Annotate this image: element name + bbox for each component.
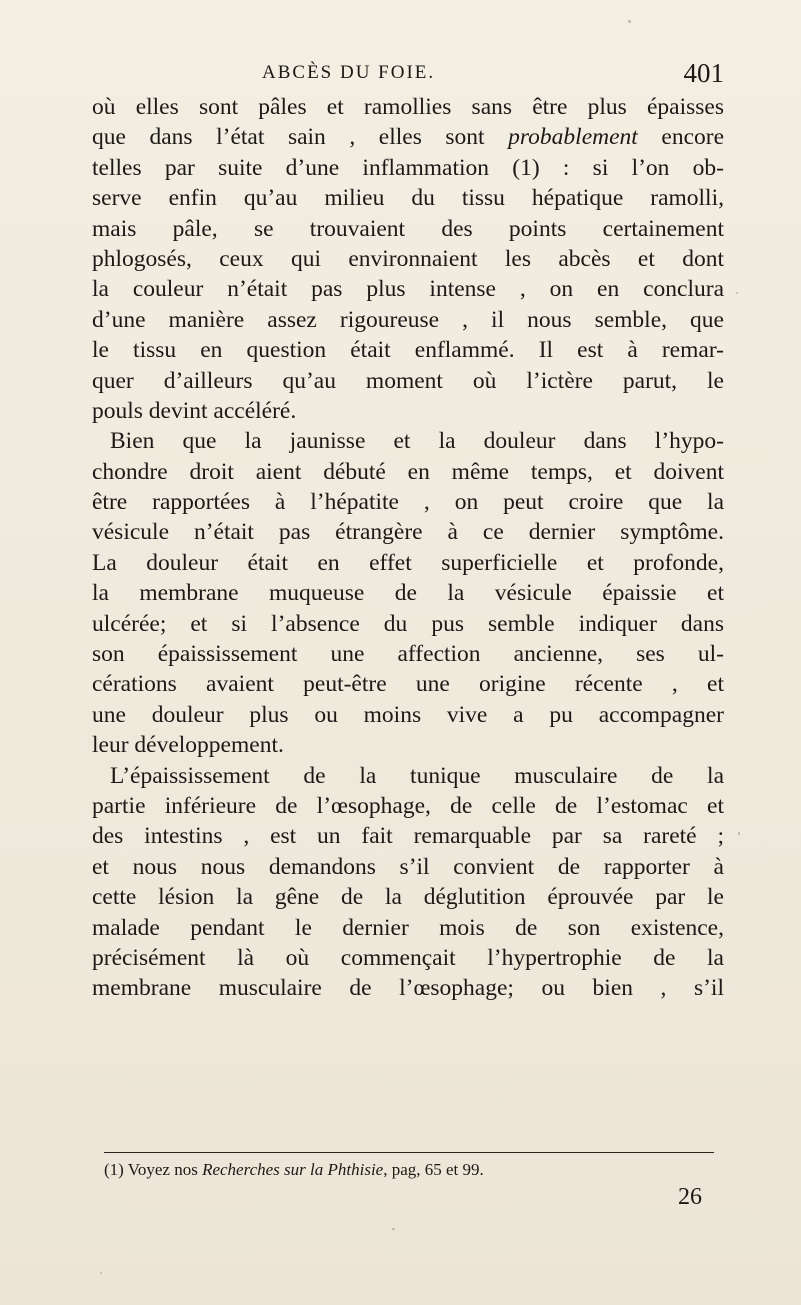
text-fragment: ulcérée; et si l’absence du pus semble indiquer dans (92, 610, 724, 637)
page-header (92, 60, 724, 90)
page-number: 401 (683, 58, 724, 88)
text-fragment: le tissu en question était enflammé. Il est à remar- (92, 337, 724, 364)
text-line (92, 244, 724, 274)
text-line (92, 335, 724, 365)
text-fragment: pouls devint accéléré. (92, 397, 297, 424)
text-fragment: cérations avaient peut-être une origine récente , et (92, 671, 724, 698)
text-fragment: des intestins , est un fait remarquable par sa rareté ; (92, 823, 724, 850)
footnote (104, 1160, 724, 1180)
text-line (92, 517, 724, 547)
footnote-marker: (1) (104, 1160, 124, 1179)
text-fragment: membrane musculaire de l’œsophage; ou bien , s’il (92, 975, 724, 1002)
text-line (92, 882, 724, 912)
text-fragment: serve enfin qu’au milieu du tissu hépatique ramolli, (92, 185, 724, 212)
text-line (92, 639, 724, 669)
text-line (92, 669, 724, 699)
text-fragment: encore (637, 124, 725, 151)
text-fragment: leur développement. (92, 732, 284, 759)
text-line (92, 700, 724, 730)
text-fragment: précisément là où commençait l’hypertrophie de la (92, 944, 724, 971)
text-fragment: vésicule n’était pas étrangère à ce dernier symptôme. (92, 519, 724, 546)
paper-speck (100, 1272, 102, 1274)
footnote-rule (104, 1152, 714, 1153)
text-fragment: malade pendant le dernier mois de son existence, (92, 914, 724, 941)
text-line (92, 609, 724, 639)
text-line (92, 578, 724, 608)
text-fragment: une douleur plus ou moins vive a pu accompagner (92, 701, 724, 728)
text-fragment: la membrane muqueuse de la vésicule épaissie et (92, 580, 724, 607)
text-line (92, 852, 724, 882)
text-fragment: partie inférieure de l’œsophage, de celle de l’estomac et (92, 792, 724, 819)
text-fragment: cette lésion la gêne de la déglutition éprouvée par le (92, 884, 724, 911)
text-fragment: telles par suite d’une inflammation (1) : si l’on ob- (92, 154, 724, 181)
paper-speck (736, 292, 738, 294)
text-line (92, 214, 724, 244)
text-line (92, 305, 724, 335)
text-line (92, 274, 724, 304)
text-fragment: la couleur n’était pas plus intense , on en conclura (92, 276, 724, 303)
text-fragment: son épaississement une affection ancienne, ses ul- (92, 641, 724, 668)
text-fragment: être rapportées à l’hépatite , on peut croire que la (92, 489, 724, 516)
text-fragment: mais pâle, se trouvaient des points certainement (92, 215, 724, 242)
signature-mark: 26 (678, 1184, 702, 1210)
text-line (92, 913, 724, 943)
text-fragment: phlogosés, ceux qui environnaient les abcès et dont (92, 245, 724, 272)
text-line (92, 761, 724, 791)
text-line (92, 943, 724, 973)
paper-speck (392, 1228, 395, 1230)
italic-text: probablement (508, 124, 638, 151)
text-line (92, 153, 724, 183)
text-line (92, 548, 724, 578)
text-line (92, 730, 724, 760)
footnote-text-before: Voyez nos (123, 1160, 203, 1179)
text-fragment: que dans l’état sain , elles sont (92, 124, 509, 151)
text-fragment: où elles sont pâles et ramollies sans être plus épaisses (92, 94, 724, 120)
text-fragment: d’une manière assez rigoureuse , il nous semble, que (92, 306, 724, 333)
text-line (92, 122, 724, 152)
text-line (92, 183, 724, 213)
paper-speck (628, 20, 631, 23)
text-line (92, 821, 724, 851)
text-line (92, 487, 724, 517)
text-fragment: chondre droit aient débuté en même temps, et doivent (92, 458, 724, 485)
text-line (92, 396, 724, 426)
footnote-text-after: , pag, 65 et 99. (383, 1160, 484, 1179)
text-line (92, 457, 724, 487)
text-line (92, 791, 724, 821)
text-fragment: et nous nous demandons s’il convient de rapporter à (92, 853, 724, 880)
text-fragment: quer d’ailleurs qu’au moment où l’ictère parut, le (92, 367, 724, 394)
running-title: ABCÈS DU FOIE. (262, 62, 436, 83)
footnote-cited-title: Recherches sur la Phthisie (202, 1160, 384, 1179)
text-line (92, 92, 724, 122)
text-line (92, 366, 724, 396)
text-line (92, 426, 724, 456)
text-line (92, 973, 724, 1003)
text-fragment: Bien que la jaunisse et la douleur dans l’hypo- (110, 428, 724, 455)
text-fragment: La douleur était en effet superficielle et profonde, (92, 549, 724, 576)
paper-speck (738, 832, 740, 835)
text-fragment: L’épaississement de la tunique musculaire de la (110, 762, 724, 789)
body-text (92, 92, 724, 1004)
